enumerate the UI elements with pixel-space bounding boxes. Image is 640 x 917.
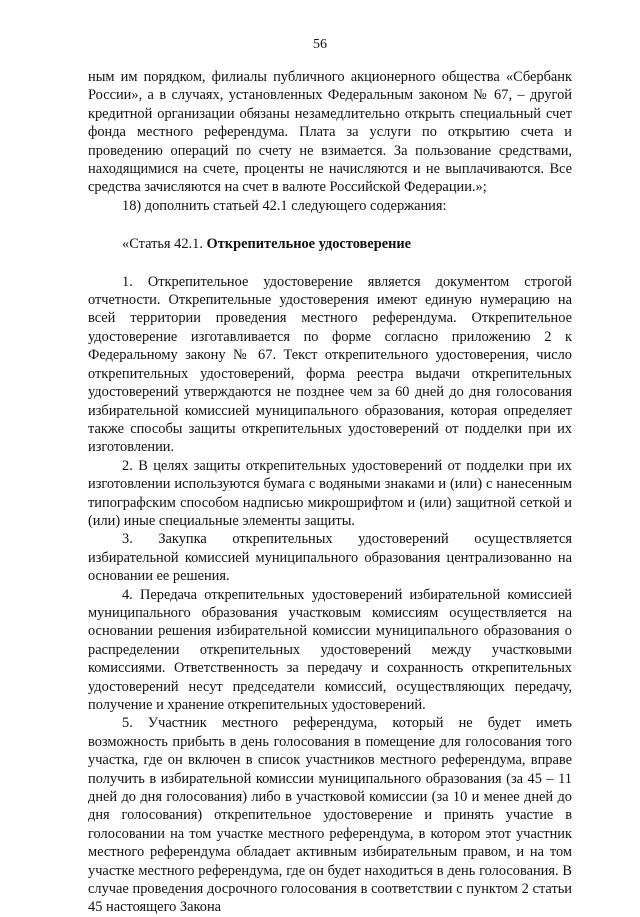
article-title: Открепительное удостоверение bbox=[206, 236, 412, 253]
article-paragraph-1: 1. Открепительное удостоверение является документом строгой отчетности. Открепительные удостоверения имеют единую нумерацию на всей территории проведения местного референдума. Открепительное удостоверение изготавливается по форме согласно приложению 2 к Федеральному закону № 67. Текст открепительного удостоверения, число открепительных удостоверений, форма реестра выдачи открепительных удостоверений утверждаются не позднее чем за 60 дней до дня голосования избирательной комиссией муниципального образования, которая определяет также способы защиты открепительных удостоверений от подделки при их изготовлении. bbox=[88, 273, 572, 456]
article-number: «Статья 42.1. bbox=[122, 236, 207, 253]
paragraph-continuation: ным им порядком, филиалы публичного акционерного общества «Сбербанк России», а в случаях, установленных Федеральным законом № 67, – другой кредитной организации обязаны незамедлительно открыть специальный счет фонда местного референдума. Плата за услуги по открытию счета и проведению операций по счету не взимается. За пользование средствами, находящимися на счете, проценты не начисляются и не выплачиваются. Все средства зачисляются на счет в валюте Российской Федерации.»; bbox=[88, 69, 572, 196]
paragraph-amendment-18: 18) дополнить статьей 42.1 следующего содержания: bbox=[122, 197, 447, 214]
page-number: 56 bbox=[313, 37, 327, 52]
article-paragraph-3: 3. Закупка открепительных удостоверений осуществляется избирательной комиссией муниципального образования централизованно на основании ее решения. bbox=[88, 531, 572, 585]
article-paragraph-2: 2. В целях защиты открепительных удостоверений от подделки при их изготовлении используются бумага с водяными знаками и (или) с нанесенным типографским способом надписью микрошрифтом и (или) защитной сеткой и (или) иные специальные элементы защиты. bbox=[88, 457, 572, 529]
article-paragraph-4: 4. Передача открепительных удостоверений избирательной комиссией муниципального образования участковым комиссиям осуществляется на основании решения избирательной комиссии муниципального образования о распределении открепительных удостоверений между участковыми комиссиями. Ответственность за передачу и сохранность открепительных удостоверений несут председатели комиссий, осуществляющих передачу, получение и хранение открепительных удостоверений. bbox=[88, 586, 572, 713]
document-body bbox=[88, 68, 572, 917]
article-heading bbox=[88, 235, 572, 253]
article-paragraph-5: 5. Участник местного референдума, который не будет иметь возможность прибыть в день голосования в помещение для голосования того участка, где он включен в список участников местного референдума, вправе получить в избирательной комиссии муниципального образования (за 45 – 11 дней до дня голосования) либо в участковой комиссии (за 10 и менее дней до дня голосования) открепительное удостоверение и принять участие в голосовании на том участке местного референдума, в котором этот участник местного референдума обладает активным избирательным правом, и на том участке местного референдума, где он будет находиться в день голосования. В случае проведения досрочного голосования в соответствии с пунктом 2 статьи 45 настоящего Закона bbox=[88, 715, 572, 916]
